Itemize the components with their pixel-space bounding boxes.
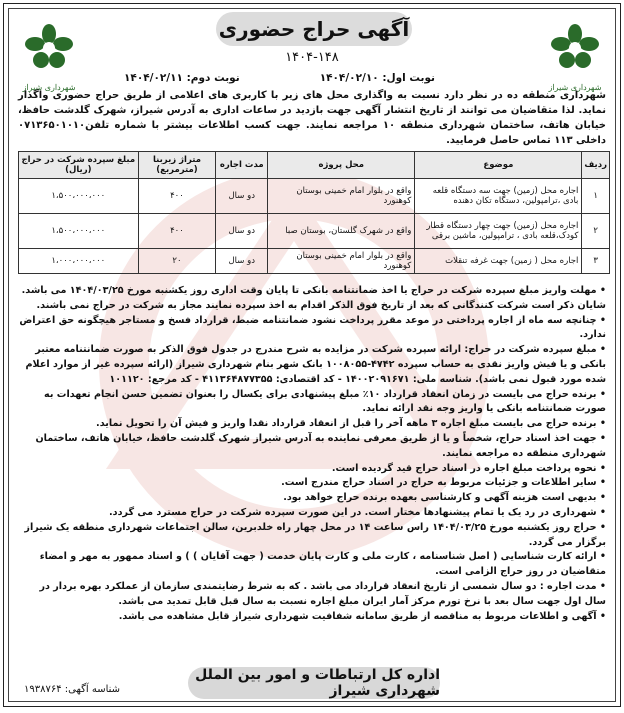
table-cell: ۱،۰۰۰،۰۰۰،۰۰۰ (19, 249, 139, 274)
list-item: • چنانچه سه ماه از اجاره پرداختی در موعد مقرر پرداخت نشود ضمانتنامه ضبط، قرارداد فسخ و مستاجر هیچگونه حق اعتراض ندارد. (19, 314, 606, 341)
page-title: آگهی حراج حضوری (216, 12, 412, 46)
ad-id: شناسه آگهی: ۱۹۳۸۷۶۴ (24, 684, 121, 695)
table-cell: ۱،۵۰۰،۰۰۰،۰۰۰ (19, 179, 139, 214)
table-header: ردیف (582, 152, 610, 179)
items-table (18, 151, 610, 274)
advertisement-page (3, 3, 621, 707)
table-cell: اجاره محل ( زمین) جهت غرفه تنقلات (415, 249, 582, 274)
list-item: • مدت اجاره : دو سال شمسی از تاریخ انعقاد قرارداد می باشد . که به شرط رضایتمندی سازمان از عملکرد بهره بردار در سال اول جهت سال بعد با نرخ تورم مرکز آمار ایران مبلغ اجاره نسبت به سال قبل قابل تمدید می باشد. (39, 580, 606, 607)
table-cell: ۴۰۰ (138, 179, 216, 214)
table-cell: دو سال (216, 179, 268, 214)
table-cell: دو سال (216, 249, 268, 274)
flower-logo-icon (20, 22, 78, 74)
list-item: • برنده حراج می بایست در زمان انعقاد قرارداد ۱۰٪ مبلغ پیشنهادی برای یکسال را بعنوان تضمین حسن انجام تعهدات به صورت ضمانتنامه بانکی یا واریز وجه نقد ارائه نماید. (44, 388, 606, 415)
table-row (19, 249, 610, 274)
table-header: مدت اجاره (216, 152, 268, 179)
second-round: نوبت دوم: ۱۴۰۴/۰۲/۱۱ (124, 72, 240, 84)
table-cell: اجاره محل (زمین) جهت سه دستگاه قلعه بادی ،ترامپولین، دستگاه تکان دهنده (415, 179, 582, 214)
list-item: • نحوه پرداخت مبلغ اجاره در اسناد حراج قید گردیده است. (331, 462, 606, 474)
table-cell: واقع در بلوار امام خمینی بوستان کوهنورد (268, 179, 415, 214)
table-cell: ۴۰۰ (138, 214, 216, 249)
flower-logo-icon (546, 22, 604, 74)
table-cell: ۱،۵۰۰،۰۰۰،۰۰۰ (19, 214, 139, 249)
table-header: موضوع (415, 152, 582, 179)
list-item: • سایر اطلاعات و جزئیات مربوط به حراج در اسناد حراج مندرج است. (281, 477, 606, 489)
reference-number: ۱۴۰۴-۱۴۸ (285, 50, 339, 65)
first-round: نوبت اول: ۱۴۰۴/۰۲/۱۰ (319, 72, 435, 84)
round-dates (124, 72, 435, 84)
list-item: • حراج روز یکشنبه مورخ ۱۴۰۴/۰۳/۲۵ راس ساعت ۱۴ در محل چهار راه خلدبرین، سالن اجتماعات شهرداری منطقه یک شیراز برگزار می گردد. (24, 521, 606, 548)
list-item: • شهرداری در رد یک یا تمام پیشنهادها مختار است. در این صورت سپرده شرکت در حراج مسترد می گردد. (109, 506, 606, 518)
logo-text: شهرداری شیراز (22, 83, 76, 92)
table-header: محل پروژه (268, 152, 415, 179)
list-item: • آگهی و اطلاعات مربوط به مناقصه از طریق سامانه شفافیت شهرداری شیراز قابل مشاهده می باشد. (118, 610, 606, 622)
table-cell: ۱ (582, 179, 610, 214)
table-cell: واقع در بلوار امام خمینی بوستان کوهنورد (268, 249, 415, 274)
table-cell: ۲۰ (138, 249, 216, 274)
table-header-row (19, 152, 610, 179)
intro-paragraph: شهرداری منطقه ده در نظر دارد نسبت به واگذاری محل های زیر با کاربری های اعلامی از طریق حراج حضوری واگذار نماید. لذا متقاضیان می توانند از تاریخ انتشار آگهی جهت بازدید در ساعات اداری به آدرس شیراز، شهرک گلدشت حافظ، خیابان هاتف، ساختمان شهرداری منطقه ۱۰ مراجعه نمایند. جهت کسب اطلاعات بیشتر با شماره تلفن۰۷۱۳۶۵۰۱۰۱۰ داخلی ۱۱۳ تماس حاصل فرمایید. (18, 90, 607, 146)
list-item: • مبلغ سپرده شرکت در حراج: ارائه سپرده شرکت در مزایده به شرح مندرج در جدول فوق الذکر به صورت ضمانتنامه معتبر بانکی و یا فیش واریز نقدی به حساب سپرده ۴۷۴۲-۱۰۰۸۰۵۵ بانک شهر بنام شهرداری شیراز (ارائه سپرده غیر از موارد اعلام شده مورد قبول نمی باشد). شناسه ملی: ۱۴۰۰۲۰۹۱۶۷۱ - کد اقتصادی: ۴۱۱۳۶۴۸۷۷۳۵۵ - کد مرجع: ۱۰۱۱۲۰ (25, 344, 606, 385)
list-item: • ارائه کارت شناسایی ( اصل شناسنامه ، کارت ملی و کارت پایان خدمت ( جهت آقایان ) ) و اسناد ممهور به مهر و امضاء متقاضیان در روز حراج الزامی است. (39, 551, 606, 578)
conditions-list (18, 284, 606, 624)
logo-text: شهرداری شیراز (548, 83, 602, 92)
table-header: متراژ زیربنا (مترمربع) (138, 152, 216, 179)
table-row (19, 214, 610, 249)
table-cell: واقع در شهرک گلستان، بوستان صبا (268, 214, 415, 249)
list-item: • بدیهی است هزینه آگهی و کارشناسی بعهده برنده حراج خواهد بود. (283, 492, 606, 504)
list-item: • جهت اخذ اسناد حراج، شخصاً و یا از طریق معرفی نماینده به آدرس شیراز شهرک گلدشت حافظ، خیابان هاتف، ساختمان شهرداری منطقه ده مراجعه نمایند. (35, 432, 606, 459)
list-item: • برنده حراج می بایست مبلغ اجاره ۳ ماهه آخر را قبل از انعقاد قرارداد نقدا واریز و فیش آن را تحویل نماید. (96, 418, 606, 430)
organization-title: اداره کل ارتباطات و امور بین الملل شهرداری شیراز (188, 667, 440, 699)
table-cell: ۳ (582, 249, 610, 274)
list-item: • مهلت واریز مبلغ سپرده شرکت در حراج یا اخذ ضمانتنامه بانکی تا پایان وقت اداری روز یکشنبه مورخ ۱۴۰۴/۰۳/۲۵ می باشد. شایان ذکر است شرکت کنندگانی که بعد از تاریخ فوق الذکر اقدام به اخذ سپرده نمایند مجاز به شرکت در حراج نمی باشند. (21, 285, 606, 311)
table-cell: دو سال (216, 214, 268, 249)
table-row (19, 179, 610, 214)
table-header: مبلغ سپرده شرکت در حراج (ریال) (19, 152, 139, 179)
table-cell: ۲ (582, 214, 610, 249)
table-cell: اجاره محل (زمین) جهت چهار دستگاه قطار کودک،قلعه بادی ، ترامپولین، ماشین برقی (415, 214, 582, 249)
